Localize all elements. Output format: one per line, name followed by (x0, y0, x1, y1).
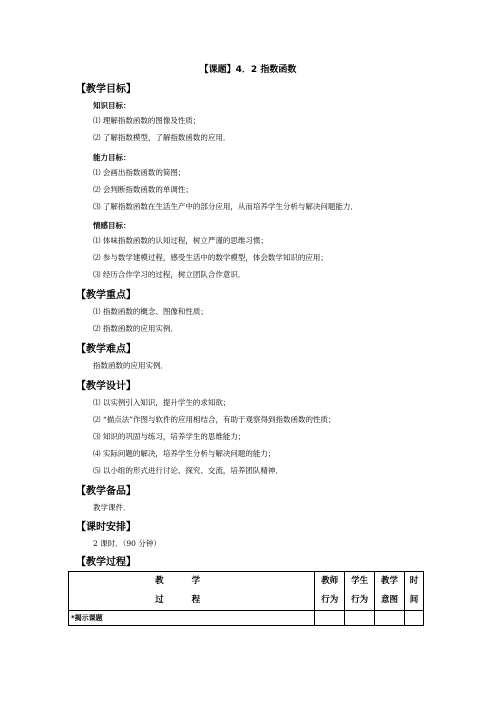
emotion-item-1: ⑴ 体味指数函数的认知过程，树立严谨的思维习惯； (93, 236, 268, 245)
header-process-line1: 教学 (155, 576, 229, 586)
ability-label: 能力目标： (93, 153, 131, 162)
header-process-cell (69, 572, 315, 611)
preparation-heading: 【教学备品】 (76, 486, 136, 497)
row-empty-cell (375, 611, 405, 626)
schedule-text: 2 课时．（90 分钟） (93, 539, 161, 548)
process-heading: 【教学过程】 (76, 557, 136, 568)
emotion-label: 情感目标： (93, 221, 131, 230)
knowledge-item-1: ⑴ 理解指数函数的图像及性质； (93, 116, 201, 125)
preparation-text: 教学课件． (93, 503, 131, 512)
row-empty-cell (345, 611, 375, 626)
design-item-3: ⑶ 知识的巩固与练习，培养学生的思维能力； (93, 432, 246, 441)
header-teacher-line1: 教师 (321, 576, 339, 586)
header-process-line2: 过程 (155, 595, 229, 605)
schedule-heading: 【课时安排】 (76, 522, 136, 533)
design-item-2: ⑵ “描点法”作图与软件的应用相结合，有助于观察得到指数函数的性质； (93, 415, 336, 424)
emotion-item-2: ⑵ 参与数学建模过程，感受生活中的数学模型，体会数学知识的应用； (93, 253, 328, 262)
emotion-item-3: ⑶ 经历合作学习的过程，树立团队合作意识． (93, 270, 246, 279)
table-row (69, 611, 424, 626)
page-title: 【课题】4．2 指数函数 (199, 65, 297, 75)
difficulty-text: 指数函数的应用实例． (93, 361, 168, 370)
ability-item-2: ⑵ 会判断指数函数的单调性； (93, 185, 193, 194)
header-student-line2: 行为 (351, 595, 369, 605)
difficulty-heading: 【教学难点】 (76, 344, 136, 355)
design-item-1: ⑴ 以实例引入知识，提升学生的求知欲； (93, 398, 231, 407)
header-time-cell (405, 572, 424, 611)
header-teacher-line2: 行为 (321, 595, 339, 605)
header-time-line1: 时 (409, 576, 419, 586)
objectives-heading: 【教学目标】 (76, 84, 136, 95)
row-empty-cell (405, 611, 424, 626)
header-student-cell (345, 572, 375, 611)
ability-item-1: ⑴ 会画出指数函数的简图； (93, 168, 186, 177)
header-teacher-cell (315, 572, 345, 611)
header-intent-line1: 教学 (381, 576, 399, 586)
process-table-header (69, 572, 424, 611)
key-point-item-2: ⑵ 指数函数的应用实例． (93, 324, 178, 333)
knowledge-label: 知识目标： (93, 101, 131, 110)
header-student-line1: 学生 (351, 576, 369, 586)
header-intent-cell (375, 572, 405, 611)
process-table (68, 571, 424, 626)
ability-item-3: ⑶ 了解指数函数在生活生产中的部分应用，从而培养学生分析与解决问题能力． (93, 202, 358, 211)
design-heading: 【教学设计】 (76, 381, 136, 392)
key-points-heading: 【教学重点】 (76, 290, 136, 301)
row-empty-cell (315, 611, 345, 626)
key-point-item-1: ⑴ 指数函数的概念、图像和性质； (93, 307, 208, 316)
row-reveal-topic: *揭示课题 (69, 611, 315, 626)
knowledge-item-2: ⑵ 了解指数模型，了解指数函数的应用． (93, 133, 231, 142)
design-item-4: ⑷ 实际问题的解决，培养学生分析与解决问题的能力； (93, 449, 276, 458)
header-intent-line2: 意图 (381, 595, 399, 605)
design-item-5: ⑸ 以小组的形式进行讨论、探究、交流，培养团队精神． (93, 466, 283, 475)
header-time-line2: 间 (409, 595, 419, 605)
